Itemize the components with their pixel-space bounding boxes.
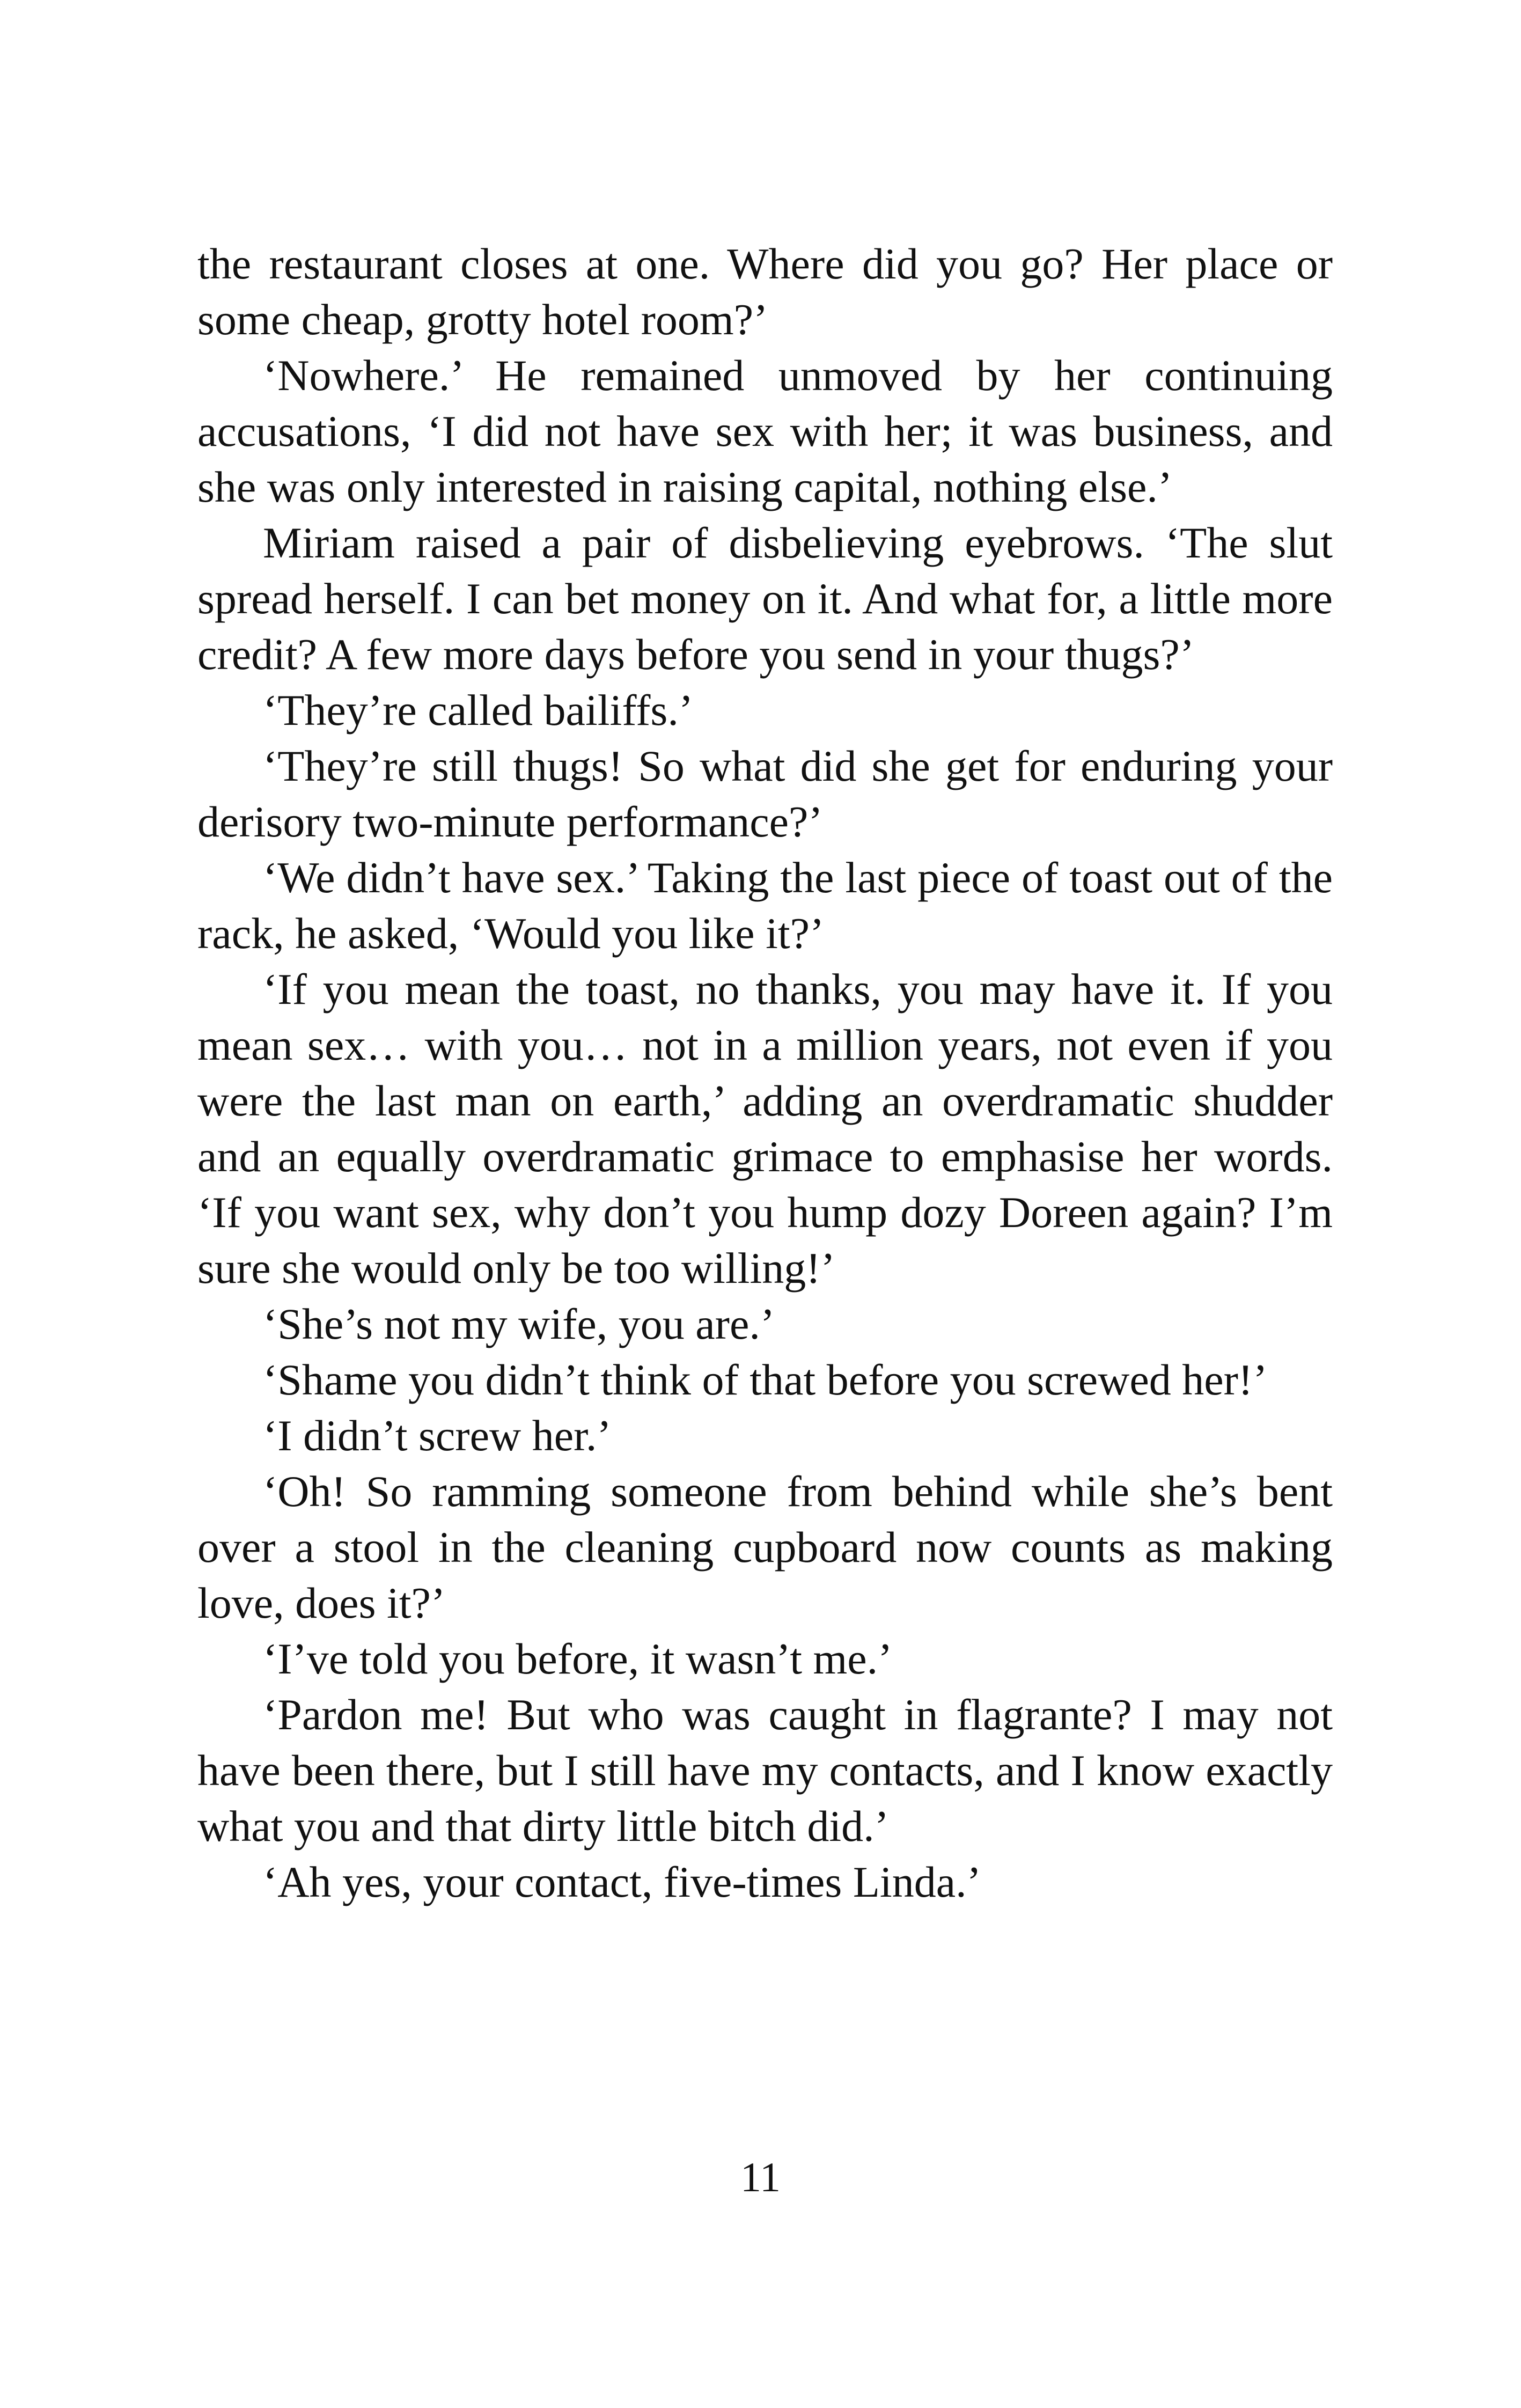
paragraph: ‘She’s not my wife, you are.’ [263,1300,775,1348]
body-text [197,236,1333,1910]
paragraph: ‘Pardon me! But who was caught in flagrante? I may not have been there, but I still have my contacts, and I know exactly what you and that dirty little bitch did.’ [197,1690,1333,1851]
paragraph: Miriam raised a pair of disbelieving eyebrows. ‘The slut spread herself. I can bet money on it. And what for, a little more credit? A few more days before you send in your thugs?’ [197,518,1333,679]
paragraph: ‘They’re still thugs! So what did she get for enduring your derisory two-minute performance?’ [197,742,1333,846]
paragraph: ‘I didn’t screw her.’ [263,1411,612,1460]
paragraph: ‘I’ve told you before, it wasn’t me.’ [263,1634,893,1683]
paragraph: ‘Oh! So ramming someone from behind while she’s bent over a stool in the cleaning cupboard now counts as making love, does it?’ [197,1467,1333,1627]
paragraph: the restaurant closes at one. Where did you go? Her place or some cheap, grotty hotel room?’ [197,239,1333,344]
page-number: 11 [740,2154,781,2200]
paragraph: ‘We didn’t have sex.’ Taking the last piece of toast out of the rack, he asked, ‘Would you like it?’ [197,853,1333,958]
paragraph: ‘They’re called bailiffs.’ [263,686,694,735]
paragraph: ‘If you mean the toast, no thanks, you may have it. If you mean sex… with you… not in a million years, not even if you were the last man on earth,’ adding an overdramatic shudder and an equally overdramatic grimace to emphasise her words. ‘If you want sex, why don’t you hump dozy Doreen again? I’m sure she would only be too willing!’ [197,965,1333,1293]
paragraph: ‘Ah yes, your contact, five-times Linda.’ [263,1858,981,1906]
paragraph: ‘Shame you didn’t think of that before you screwed her!’ [263,1355,1268,1404]
paragraph: ‘Nowhere.’ He remained unmoved by her continuing accusations, ‘I did not have sex with her; it was business, and she was only interested in raising capital, nothing else.’ [197,351,1333,511]
